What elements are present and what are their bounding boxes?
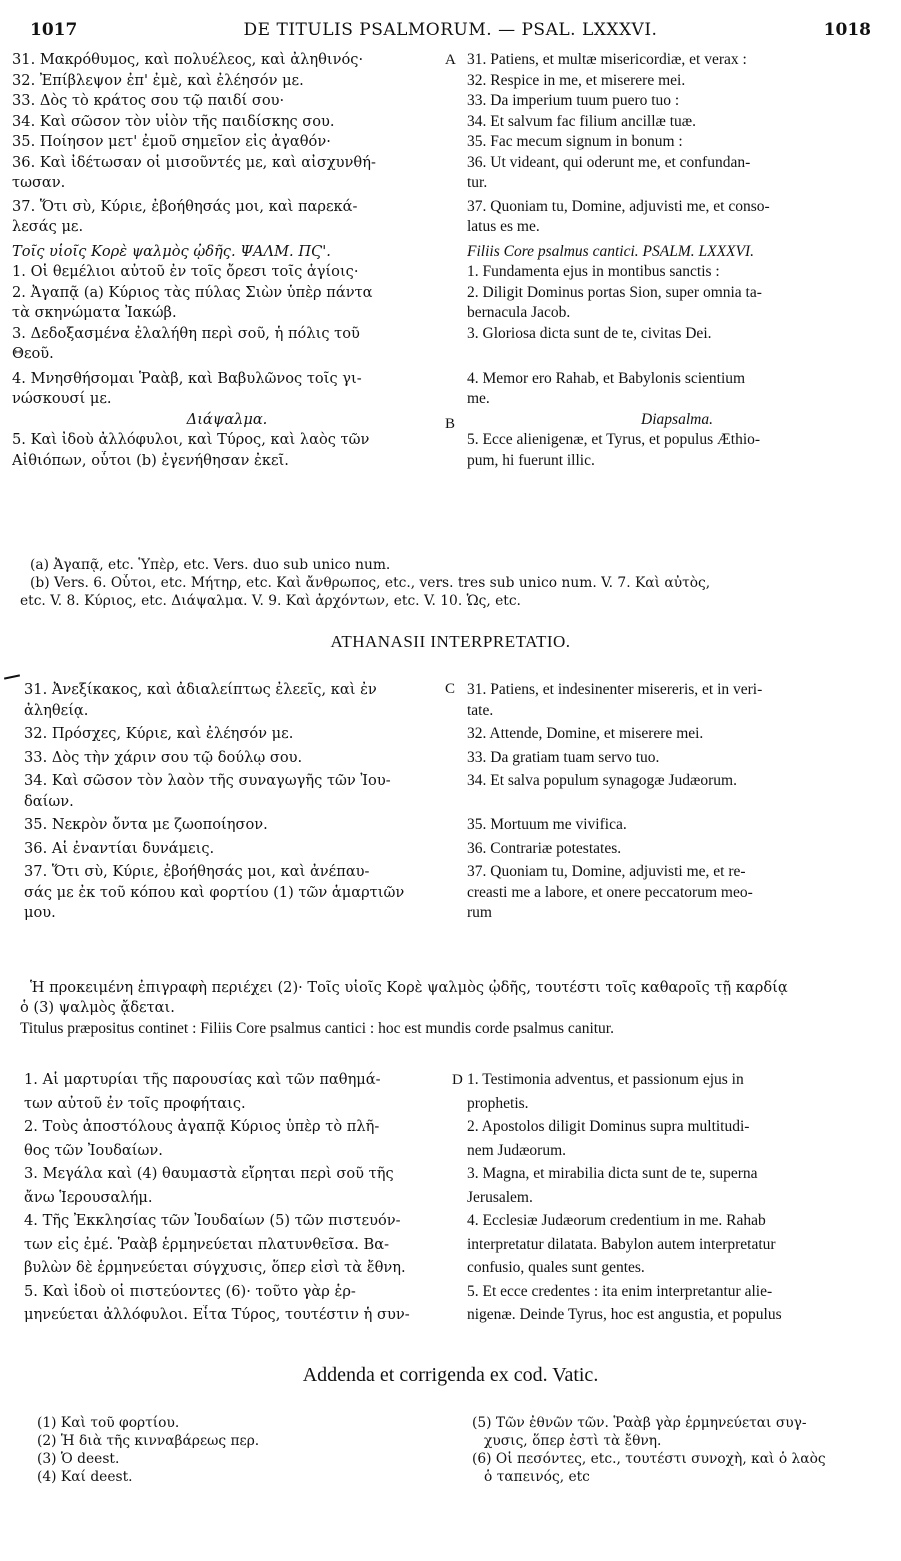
latin-line: bernacula Jacob.: [467, 304, 571, 321]
greek-line: σάς με ἐκ τοῦ κόπου καὶ φορτίου (1) τῶν ἁμαρτιῶν: [24, 883, 405, 901]
psalm-text-section: [12, 50, 889, 550]
latin-line: 3. Magna, et mirabilia dicta sunt de te, superna: [467, 1165, 758, 1182]
greek-line: των εἰς ἐμέ. Ῥαὰβ ἑρμηνεύεται πλατυνθεῖσα. Βα-: [24, 1235, 390, 1253]
greek-line: ἄνω Ἱερουσαλήμ.: [24, 1188, 153, 1206]
intro-greek: Ἡ προκειμένη ἐπιγραφὴ περιέχει (2)· Τοῖς υἱοῖς Κορὲ ψαλμὸς ᾠδῆς, τουτέστι τοῖς καθαροῖς τῇ καρδίᾳ: [30, 979, 788, 996]
greek-line: 35. Ποίησον μετ' ἐμοῦ σημεῖον εἰς ἀγαθόν·: [12, 133, 331, 150]
greek-line: 2. Ἀγαπᾷ (a) Κύριος τὰς πύλας Σιὼν ὑπὲρ πάντα: [12, 283, 373, 301]
latin-line: nem Judæorum.: [467, 1141, 567, 1159]
latin-line: 33. Da gratiam tuam servo tuo.: [467, 748, 660, 766]
latin-line: tur.: [467, 174, 488, 191]
latin-line: 1. Fundamenta ejus in montibus sanctis :: [467, 263, 720, 280]
greek-line: ἀληθείᾳ.: [24, 701, 89, 719]
greek-column: [24, 678, 444, 924]
addenda-note: (5) Τῶν ἐθνῶν τῶν. Ῥαὰβ γὰρ ἑρμηνεύεται συγ-: [472, 1415, 807, 1431]
addenda-note: (1) Καὶ τοῦ φορτίου.: [37, 1415, 180, 1431]
addenda-heading: Addenda et corrigenda ex cod. Vatic.: [302, 1364, 599, 1386]
latin-line: me.: [467, 390, 490, 407]
greek-line: 36. Αἱ ἐναντίαι δυνάμεις.: [24, 839, 215, 857]
latin-line: interpretatur dilatata. Babylon autem interpretatur: [467, 1235, 776, 1253]
greek-line: 37. Ὅτι σὺ, Κύριε, ἐβοήθησάς μοι, καὶ παρεκά-: [12, 197, 358, 215]
greek-line: Αἰθιόπων, οὗτοι (b) ἐγενήθησαν ἐκεῖ.: [12, 451, 289, 469]
addenda-note: χυσις, ὅπερ ἐστὶ τὰ ἔθνη.: [484, 1433, 662, 1449]
latin-line: 1. Testimonia adventus, et passionum ejus in: [467, 1071, 744, 1088]
latin-line: 35. Fac mecum signum in bonum :: [467, 133, 683, 150]
footnote-a: (a) Ἀγαπᾷ, etc. Ὑπὲρ, etc. Vers. duo sub unico num.: [30, 557, 391, 573]
greek-line: δαίων.: [24, 792, 74, 810]
intro-latin: Titulus præpositus continet : Filiis Core psalmus cantici : hoc est mundis corde psalmus canitur.: [20, 1020, 614, 1037]
greek-line: θος τῶν Ἰουδαίων.: [24, 1141, 163, 1159]
greek-line: τὰ σκηνώματα Ἰακώβ.: [12, 304, 177, 321]
greek-line: 5. Καὶ ἰδοὺ ἀλλόφυλοι, καὶ Τύρος, καὶ λαὸς τῶν: [12, 431, 370, 448]
addenda-note: (2) Ἡ διὰ τῆς κινναβάρεως περ.: [37, 1433, 260, 1449]
latin-line: 5. Ecce alienigenæ, et Tyrus, et populus Æthio-: [467, 431, 761, 448]
greek-line: 35. Νεκρὸν ὄντα με ζωοποίησον.: [24, 816, 268, 833]
greek-line: 36. Καὶ ἰδέτωσαν οἱ μισοῦντές με, καὶ αἰσχυνθή-: [12, 153, 376, 171]
greek-line: 4. Τῆς Ἐκκλησίας τῶν Ἰουδαίων (5) τῶν πιστευόν-: [24, 1212, 401, 1229]
latin-line: 4. Memor ero Rahab, et Babylonis scientium: [467, 369, 746, 387]
latin-line: creasti me a labore, et onere peccatorum meo-: [467, 883, 753, 901]
latin-line: 31. Patiens, et multæ misericordiæ, et verax :: [467, 51, 747, 68]
latin-column: [467, 1070, 887, 1326]
latin-line: 37. Quoniam tu, Domine, adjuvisti me, et conso-: [467, 197, 770, 215]
greek-line: 3. Δεδοξασμένα ἐλαλήθη περὶ σοῦ, ἡ πόλις τοῦ: [12, 324, 360, 342]
psalm-title-latin: Filiis Core psalmus cantici. PSALM. LXXXVI.: [467, 242, 755, 260]
greek-line: 34. Καὶ σῶσον τὸν υἱὸν τῆς παιδίσκης σου.: [12, 112, 335, 130]
latin-column: [467, 50, 887, 471]
running-title: DE TITULIS PSALMORUM. — PSAL. LXXXVI.: [243, 20, 658, 40]
left-page-number: 1017: [30, 20, 78, 40]
greek-line: 32. Πρόσχες, Κύριε, καὶ ἐλέησόν με.: [24, 725, 294, 742]
right-page-number: 1018: [823, 20, 871, 40]
latin-line: 32. Attende, Domine, et miserere mei.: [467, 725, 704, 742]
latin-line: 36. Ut videant, qui oderunt me, et confundan-: [467, 153, 751, 171]
margin-mark-d: D: [452, 1072, 463, 1088]
latin-line: 2. Apostolos diligit Dominus supra multitudi-: [467, 1118, 750, 1135]
latin-line: 35. Mortuum me vivifica.: [467, 816, 627, 833]
greek-line: Θεοῦ.: [12, 345, 54, 362]
latin-line: 3. Gloriosa dicta sunt de te, civitas Dei.: [467, 324, 712, 342]
latin-line: 5. Et ecce credentes : ita enim interpretantur alie-: [467, 1282, 773, 1300]
latin-line: 33. Da imperium tuum puero tuo :: [467, 92, 680, 109]
addenda-section: [12, 1414, 889, 1504]
running-header: [30, 20, 871, 42]
greek-column: [12, 50, 442, 471]
latin-line: 4. Ecclesiæ Judæorum credentium in me. Rahab: [467, 1212, 766, 1229]
interpretation-section: [12, 678, 889, 948]
footnote-b-cont: etc. V. 8. Κύριος, etc. Διάψαλμα. V. 9. Καὶ ἀρχόντων, etc. V. 10. Ὡς, etc.: [20, 593, 521, 609]
latin-line: nigenæ. Deinde Tyrus, hoc est angustia, et populus: [467, 1306, 782, 1323]
greek-line: νώσκουσί με.: [12, 390, 112, 407]
latin-line: confusio, quales sunt gentes.: [467, 1259, 645, 1276]
greek-line: 2. Τοὺς ἀποστόλους ἀγαπᾷ Κύριος ὑπὲρ τὸ πλῆ-: [24, 1118, 380, 1135]
latin-line: 2. Diligit Dominus portas Sion, super omnia ta-: [467, 283, 762, 301]
diapsalma-latin: Diapsalma.: [641, 410, 713, 428]
greek-line: μηνεύεται ἀλλόφυλοι. Εἶτα Τύρος, τουτέστιν ἡ συν-: [24, 1306, 410, 1323]
latin-line: pum, hi fuerunt illic.: [467, 451, 595, 469]
latin-column: [467, 678, 887, 924]
latin-line: prophetis.: [467, 1094, 529, 1112]
addenda-note: (4) Καί deest.: [37, 1469, 133, 1485]
commentary-section: [12, 1070, 889, 1350]
latin-line: 34. Et salva populum synagogæ Judæorum.: [467, 772, 737, 789]
diapsalma-greek: Διάψαλμα.: [186, 410, 268, 428]
latin-line: 31. Patiens, et indesinenter misereris, et in veri-: [467, 681, 763, 698]
greek-line: των αὐτοῦ ἐν τοῖς προφήταις.: [24, 1094, 246, 1112]
latin-line: [467, 792, 887, 813]
psalm-title-greek: Τοῖς υἱοῖς Κορὲ ψαλμὸς ᾠδῆς. ΨΑΛΜ. ΠϚ'.: [12, 242, 331, 260]
margin-mark-a: A: [445, 52, 456, 68]
addenda-left-column: [37, 1414, 457, 1486]
greek-line: 5. Καὶ ἰδοὺ οἱ πιστεύοντες (6)· τοῦτο γὰρ ἑρ-: [24, 1282, 356, 1300]
latin-line: [467, 344, 887, 365]
greek-line: 31. Μακρόθυμος, καὶ πολυέλεος, καὶ ἀληθινός·: [12, 51, 364, 68]
margin-mark-b: B: [445, 416, 456, 432]
greek-line: 37. Ὅτι σὺ, Κύριε, ἐβοήθησάς μοι, καὶ ἀνέπαυ-: [24, 863, 370, 880]
latin-line: 32. Respice in me, et miserere mei.: [467, 71, 686, 89]
intro-greek-cont: ὁ (3) ψαλμὸς ᾄδεται.: [20, 999, 175, 1016]
greek-line: 4. Μνησθήσομαι Ῥαὰβ, καὶ Βαβυλῶνος τοῖς γι-: [12, 369, 362, 387]
latin-line: 36. Contrariæ potestates.: [467, 839, 622, 857]
latin-line: latus es me.: [467, 218, 540, 235]
greek-line: βυλὼν δὲ ἑρμηνεύεται σύγχυσις, ὅπερ εἰσὶ τὰ ἔθνη.: [24, 1259, 406, 1276]
greek-line: 1. Οἱ θεμέλιοι αὐτοῦ ἐν τοῖς ὄρεσι τοῖς ἁγίοις·: [12, 263, 359, 280]
addenda-right-column: [472, 1414, 892, 1486]
section-heading: ATHANASII INTERPRETATIO.: [330, 632, 571, 651]
latin-line: 37. Quoniam tu, Domine, adjuvisti me, et re-: [467, 863, 746, 880]
latin-line: 34. Et salvum fac filium ancillæ tuæ.: [467, 112, 697, 130]
latin-line: tate.: [467, 701, 494, 719]
latin-line: Jerusalem.: [467, 1188, 533, 1206]
footnote-b: (b) Vers. 6. Οὗτοι, etc. Μήτηρ, etc. Καὶ ἄνθρωπος, etc., vers. tres sub unico num. V. 7. Καὶ αὐτὸς,: [30, 575, 711, 591]
greek-line: 33. Δὸς τὴν χάριν σου τῷ δούλῳ σου.: [24, 748, 303, 766]
greek-line: λεσάς με.: [12, 218, 84, 235]
addenda-note: (3) Ὁ deest.: [37, 1451, 120, 1467]
greek-line: 31. Ἀνεξίκακος, καὶ ἀδιαλείπτως ἐλεεῖς, καὶ ἐν: [24, 681, 377, 698]
greek-line: μου.: [24, 904, 56, 921]
addenda-note: ὁ ταπεινός, etc: [484, 1469, 590, 1485]
greek-line: 34. Καὶ σῶσον τὸν λαὸν τῆς συναγωγῆς τῶν Ἰου-: [24, 772, 391, 789]
greek-line: 3. Μεγάλα καὶ (4) θαυμαστὰ εἴρηται περὶ σοῦ τῆς: [24, 1165, 394, 1182]
greek-line: 32. Ἐπίβλεψον ἐπ' ἐμὲ, καὶ ἐλέησόν με.: [12, 71, 304, 89]
greek-column: [24, 1070, 452, 1326]
margin-mark-c: C: [445, 681, 456, 697]
addenda-note: (6) Οἱ πεσόντες, etc., τουτέστι συνοχὴ, καὶ ὁ λαὸς: [472, 1451, 826, 1467]
greek-line: τωσαν.: [12, 174, 66, 191]
greek-line: 33. Δὸς τὸ κράτος σου τῷ παιδί σου·: [12, 92, 285, 109]
latin-line: rum: [467, 904, 492, 921]
greek-line: 1. Αἱ μαρτυρίαι τῆς παρουσίας καὶ τῶν παθημά-: [24, 1071, 381, 1088]
